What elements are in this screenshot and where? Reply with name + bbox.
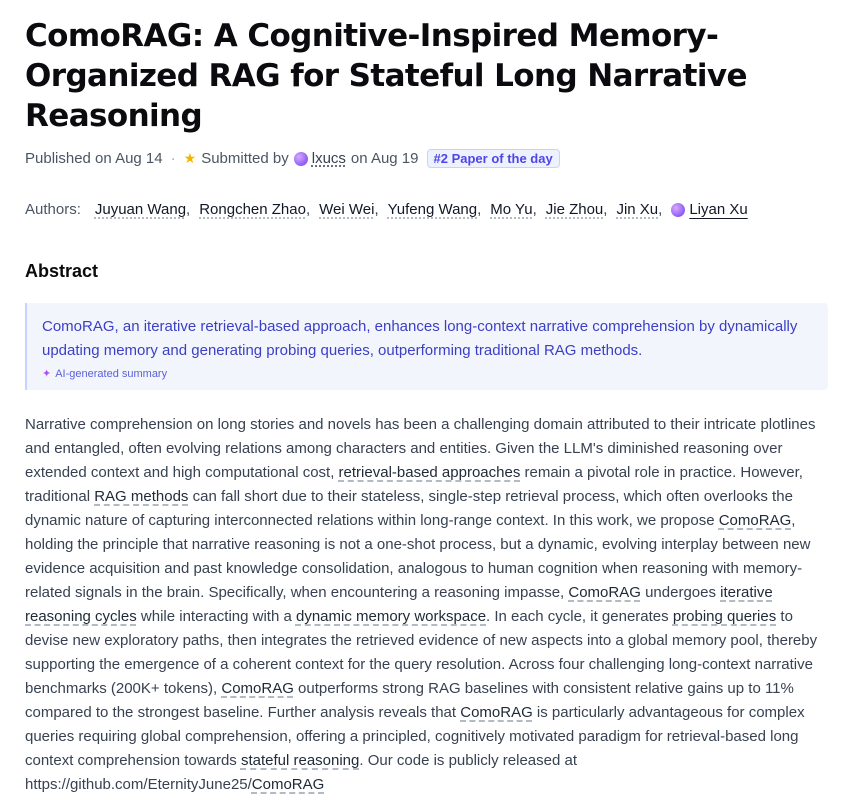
paper-title: ComoRAG: A Cognitive-Inspired Memory-Organized RAG for Stateful Long Narrative Reasoning [25, 18, 747, 134]
meta-separator: · [170, 150, 176, 167]
submitted-label: Submitted by [201, 150, 289, 167]
ai-summary-text: ComoRAG, an iterative retrieval-based approach, enhances long-context narrative comprehension by dynamically updating memory and generating probing queries, outperforming traditional RAG methods. [42, 318, 798, 359]
keyword-link[interactable]: retrieval-based approaches [338, 464, 521, 481]
abstract-body [25, 413, 828, 797]
author-link[interactable]: Juyuan Wang [94, 201, 187, 218]
author-comma: , [186, 201, 191, 218]
authors-label: Authors: [25, 201, 81, 218]
abstract-text: outperforms strong RAG baselines with consistent relative gains up to 11% compared to the strongest baseline. Further analysis reveals that [25, 680, 794, 721]
abstract-text: undergoes [640, 584, 721, 601]
abstract-text: to devise new exploratory paths, then integrates the retrieved evidence of new aspects into a global memory pool, thereby supporting the emergence of a coherent context for the query resolution. Across four challenging long-context narrative benchmarks (200K+ tokens), [25, 608, 818, 697]
author-comma: , [658, 201, 663, 218]
abstract-text: while interacting with a [136, 608, 296, 625]
author-link[interactable]: Yufeng Wang [387, 201, 478, 218]
abstract-text: . In each cycle, it generates [486, 608, 673, 625]
author-comma: , [477, 201, 482, 218]
keyword-link[interactable]: ComoRAG [460, 704, 533, 721]
abstract-text: . Our code is publicly released at https://github.com/EternityJune25/ [25, 752, 577, 793]
author-link[interactable]: Jie Zhou [545, 201, 604, 218]
keyword-link[interactable]: ComoRAG [251, 776, 325, 793]
submitter-avatar [294, 152, 308, 166]
keyword-link[interactable]: probing queries [672, 608, 777, 625]
keyword-link[interactable]: dynamic memory workspace [295, 608, 487, 625]
abstract-heading: Abstract [25, 261, 99, 281]
abstract-text: can fall short due to their stateless, single-step retrieval process, which often overlooks the dynamic nature of capturing interconnected relations within long-range context. In this work, we propose [25, 488, 793, 529]
abstract-text: , holding the principle that narrative reasoning is not a one-shot process, but a dynamic, evolving interplay between new evidence acquisition and past knowledge consolidation, analogous to human cognition when reasoning with memory-related signals in the brain. Specifically, when encountering a reasoning impasse, [25, 512, 811, 601]
author-link[interactable]: Wei Wei [319, 201, 375, 218]
star-icon: ★ [183, 150, 197, 166]
paper-of-day-badge[interactable]: #2 Paper of the day [427, 149, 560, 168]
published-date: Published on Aug 14 [25, 150, 163, 167]
keyword-link[interactable]: ComoRAG [568, 584, 641, 601]
author-comma: , [532, 201, 537, 218]
submitted-date: on Aug 19 [350, 150, 419, 167]
ai-summary-label-text: AI-generated summary [55, 367, 168, 380]
authors-row [25, 201, 828, 218]
keyword-link[interactable]: stateful reasoning [240, 752, 360, 769]
author-comma: , [305, 201, 311, 218]
abstract-text: Narrative comprehension on long stories and novels has been a challenging domain attributed to their intricate plotlines and entangled, often evolving relations among characters and entities. Given the LLM's diminished reasoning over extended context and high computational cost, [25, 416, 816, 481]
keyword-link[interactable]: RAG methods [94, 488, 189, 505]
author-link[interactable]: Jin Xu [616, 201, 659, 218]
abstract-text: remain a pivotal role in practice. However, traditional [25, 464, 803, 505]
sparkle-icon: ✦ [42, 368, 52, 380]
author-link[interactable]: Rongchen Zhao [199, 201, 306, 218]
author-avatar [671, 203, 685, 217]
submitter-link[interactable]: lxucs [311, 150, 346, 167]
author-link[interactable]: Mo Yu [490, 201, 533, 218]
abstract-text: is particularly advantageous for complex queries requiring global comprehension, offering a principled, cognitively motivated paradigm for retrieval-based long context comprehension towards [25, 704, 805, 769]
paper-meta [25, 149, 828, 168]
keyword-link[interactable]: iterative reasoning cycles [25, 584, 773, 625]
keyword-link[interactable]: ComoRAG [718, 512, 792, 529]
keyword-link[interactable]: ComoRAG [221, 680, 294, 697]
author-link-claimed[interactable]: Liyan Xu [689, 201, 748, 218]
author-comma: , [603, 201, 608, 218]
author-comma: , [374, 201, 379, 218]
ai-summary-label [42, 367, 814, 380]
ai-summary-box [25, 303, 828, 390]
